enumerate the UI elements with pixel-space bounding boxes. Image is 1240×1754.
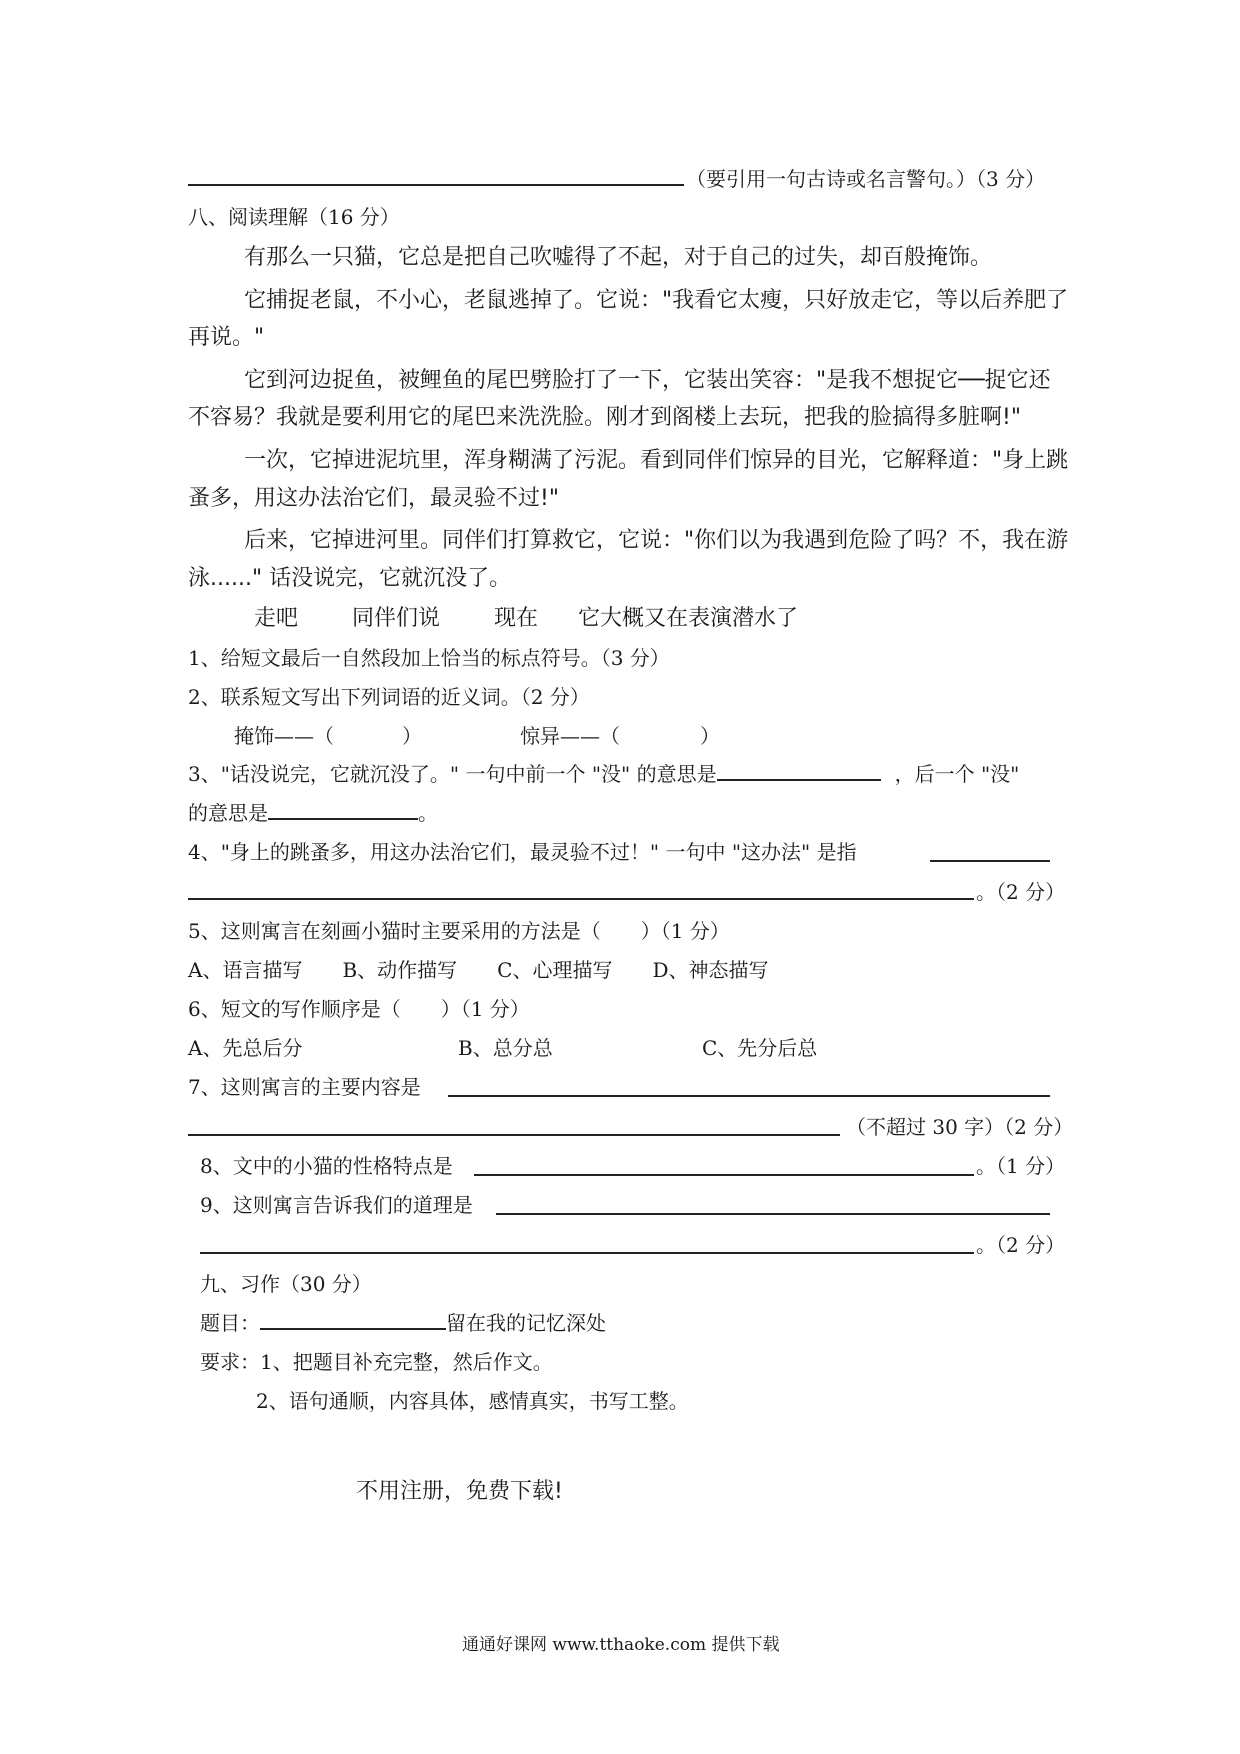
question-9: 9、这则寓言告诉我们的道理是 (200, 1193, 473, 1217)
passage-p5b: 泳......" 话没说完，它就沉没了。 (188, 566, 512, 591)
q3-part-a: 3、"话没说完，它就沉没了。" 一句中前一个 "没" 的意思是 (188, 762, 717, 786)
q3-part-d: 。 (418, 801, 438, 825)
q5-option-a[interactable]: A、语言描写 (188, 958, 303, 982)
q4-blank-2[interactable] (188, 898, 974, 900)
passage-p1: 有那么一只猫，它总是把自己吹嘘得了不起，对于自己的过失，却百般掩饰。 (244, 245, 993, 270)
passage-p2b: 再说。" (188, 325, 265, 350)
question-5: 5、这则寓言在刻画小猫时主要采用的方法是（ ）（1 分） (188, 919, 730, 943)
question-3-line-2 (188, 797, 438, 826)
q3-blank-1[interactable] (717, 778, 881, 781)
question-2: 2、联系短文写出下列词语的近义词。（2 分） (188, 685, 590, 709)
q7-blank-1[interactable] (448, 1095, 1050, 1097)
promo-text: 不用注册，免费下载! (356, 1479, 563, 1504)
passage-p4a: 一次，它掉进泥坑里，浑身糊满了污泥。看到同伴们惊异的目光，它解释道："身上跳 (244, 448, 1069, 473)
q5-options (188, 954, 769, 983)
essay-requirement-1: 要求：1、把题目补充完整，然后作文。 (200, 1350, 553, 1374)
answer-line-top (188, 184, 684, 186)
question-8: 8、文中的小猫的性格特点是 (200, 1154, 453, 1178)
q6-option-b[interactable]: B、总分总 (458, 1036, 553, 1060)
essay-topic (200, 1307, 606, 1336)
last-word-3: 现在 (494, 606, 539, 631)
section-8-title: 八、阅读理解（16 分） (188, 205, 400, 229)
word-2-close: ） (700, 724, 720, 748)
question-6: 6、短文的写作顺序是（ ）（1 分） (188, 997, 530, 1021)
q5-option-b[interactable]: B、动作描写 (342, 958, 458, 982)
essay-requirement-2: 2、语句通顺，内容具体，感情真实，书写工整。 (256, 1389, 689, 1413)
question-1: 1、给短文最后一自然段加上恰当的标点符号。（3 分） (188, 646, 670, 670)
topic-suffix: 留在我的记忆深处 (446, 1311, 606, 1335)
question-4: 4、"身上的跳蚤多，用这办法治它们，最灵验不过！" 一句中 "这办法" 是指 (188, 840, 857, 864)
passage-p2a: 它捕捉老鼠，不小心，老鼠逃掉了。它说："我看它太瘦，只好放走它，等以后养肥了 (244, 288, 1069, 313)
passage-p3a: 它到河边捉鱼，被鲤鱼的尾巴劈脸打了一下，它装出笑容："是我不想捉它──捉它还 (244, 368, 1051, 393)
passage-last-line (254, 601, 798, 632)
question-3-line-1 (188, 758, 1019, 787)
word-2-label: 惊异——（ (520, 724, 620, 748)
q5-option-c[interactable]: C、心理描写 (497, 958, 613, 982)
q5-option-d[interactable]: D、神态描写 (652, 958, 769, 982)
word-1-close: ） (402, 724, 422, 748)
q7-end: （不超过 30 字）（2 分） (846, 1115, 1074, 1139)
q7-blank-2[interactable] (188, 1134, 840, 1136)
q3-part-c: 的意思是 (188, 801, 268, 825)
question-2-word-1 (234, 720, 422, 749)
passage-p3b: 不容易？我就是要利用它的尾巴来洗洗脸。刚才到阁楼上去玩，把我的脸搞得多脏啊!" (188, 405, 1021, 430)
q3-blank-2[interactable] (268, 817, 418, 820)
passage-p4b: 蚤多，用这办法治它们，最灵验不过!" (188, 486, 559, 511)
q6-option-a[interactable]: A、先总后分 (188, 1036, 303, 1060)
word-1-label: 掩饰——（ (234, 724, 334, 748)
q4-end: 。（2 分） (976, 880, 1066, 904)
q6-option-c[interactable]: C、先分后总 (702, 1036, 818, 1060)
last-word-1: 走吧 (254, 606, 299, 631)
topic-label: 题目： (200, 1311, 260, 1335)
passage-p5a: 后来，它掉进河里。同伴们打算救它，它说："你们以为我遇到危险了吗？不，我在游 (244, 528, 1069, 553)
last-word-2: 同伴们说 (352, 606, 441, 631)
page-footer: 通通好课网 www.tthaoke.com 提供下载 (462, 1635, 780, 1655)
section-9-title: 九、习作（30 分） (200, 1272, 372, 1296)
question-2-word-2 (520, 720, 720, 749)
q8-blank[interactable] (474, 1174, 974, 1176)
q3-part-b: ，后一个 "没" (894, 762, 1020, 786)
q9-blank-1[interactable] (496, 1213, 1050, 1215)
q8-end: 。（1 分） (976, 1154, 1066, 1178)
q9-end: 。（2 分） (976, 1233, 1066, 1257)
last-word-4: 它大概又在表演潜水了 (578, 606, 799, 631)
q4-blank-1[interactable] (930, 860, 1050, 862)
question-7: 7、这则寓言的主要内容是 (188, 1075, 421, 1099)
q9-blank-2[interactable] (200, 1252, 974, 1254)
top-instruction: （要引用一句古诗或名言警句。）（3 分） (686, 167, 1046, 191)
topic-blank[interactable] (260, 1327, 446, 1330)
